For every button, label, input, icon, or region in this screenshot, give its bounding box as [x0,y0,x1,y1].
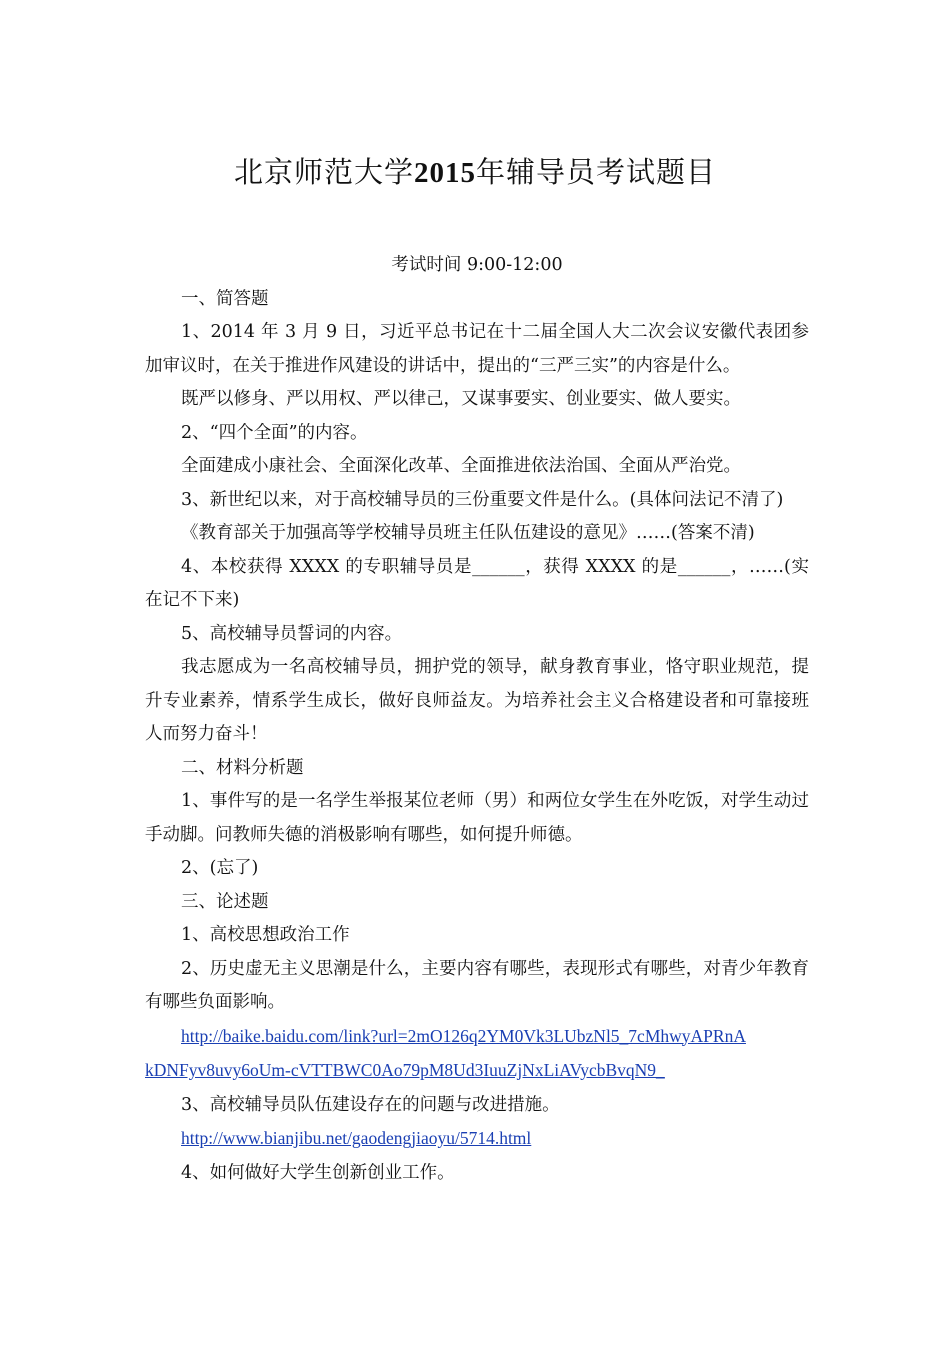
s1-question-3: 3、新世纪以来，对于高校辅导员的三份重要文件是什么。(具体问法记不清了) [181,489,784,510]
s3-link-2-line [145,1122,809,1157]
s2-question-2: 2、(忘了) [181,858,259,878]
document-body [145,249,809,1190]
title-suffix: 年辅导员考试题目 [476,155,717,189]
s1-question-4: 4、本校获得 XXXX 的专职辅导员是______，获得 XXXX 的是______，……(实在记不下来) [145,556,809,610]
baike-link-part-2[interactable]: kDNFyv8uvy6oUm-cVTTBWC0Ao79pM8Ud3IuuZjNxLiAVycbBvqN9_ [145,1060,665,1080]
s1-question-2: 2、“四个全面”的内容。 [181,422,368,443]
s3-link-1-line-2 [145,1054,809,1089]
title-year: 2015 [414,157,476,189]
s3-question-2: 2、历史虚无主义思潮是什么，主要内容有哪些，表现形式有哪些，对青少年教育有哪些负面影响。 [145,958,809,1012]
s3-link-1-line-1 [145,1020,809,1055]
title-prefix: 北京师范大学 [233,155,414,189]
s1-question-5: 5、高校辅导员誓词的内容。 [181,623,403,644]
exam-time: 考试时间 9:00-12:00 [391,255,563,275]
section-1-heading: 一、简答题 [181,288,269,309]
section-2-heading: 二、材料分析题 [181,757,304,778]
s1-question-1: 1、2014 年 3 月 9 日，习近平总书记在十二届全国人大二次会议安徽代表团参加审议时，在关于推进作风建设的讲话中，提出的“三严三实”的内容是什么。 [145,322,809,376]
s3-question-1: 1、高校思想政治工作 [181,925,350,945]
page-title [0,150,950,191]
bianjibu-link[interactable]: http://www.bianjibu.net/gaodengjiaoyu/5714.html [181,1128,532,1148]
s1-answer-5: 我志愿成为一名高校辅导员，拥护党的领导，献身教育事业，恪守职业规范，提升专业素养，情系学生成长，做好良师益友。为培养社会主义合格建设者和可靠接班人而努力奋斗！ [145,657,809,744]
s1-answer-1: 既严以修身、严以用权、严以律己，又谋事要实、创业要实、做人要实。 [181,389,741,409]
s1-answer-2: 全面建成小康社会、全面深化改革、全面推进依法治国、全面从严治党。 [181,456,741,476]
s3-question-3: 3、高校辅导员队伍建设存在的问题与改进措施。 [181,1094,560,1115]
s3-question-4: 4、如何做好大学生创新创业工作。 [181,1162,455,1183]
section-3-heading: 三、论述题 [181,891,269,912]
baike-link-part-1[interactable]: http://baike.baidu.com/link?url=2mO126q2YM0Vk3LUbzNl5_7cMhwyAPRnA [181,1025,746,1046]
s1-answer-3: 《教育部关于加强高等学校辅导员班主任队伍建设的意见》……(答案不清) [181,523,755,543]
s2-question-1: 1、事件写的是一名学生举报某位老师（男）和两位女学生在外吃饭，对学生动过手动脚。问教师失德的消极影响有哪些，如何提升师德。 [145,791,809,845]
